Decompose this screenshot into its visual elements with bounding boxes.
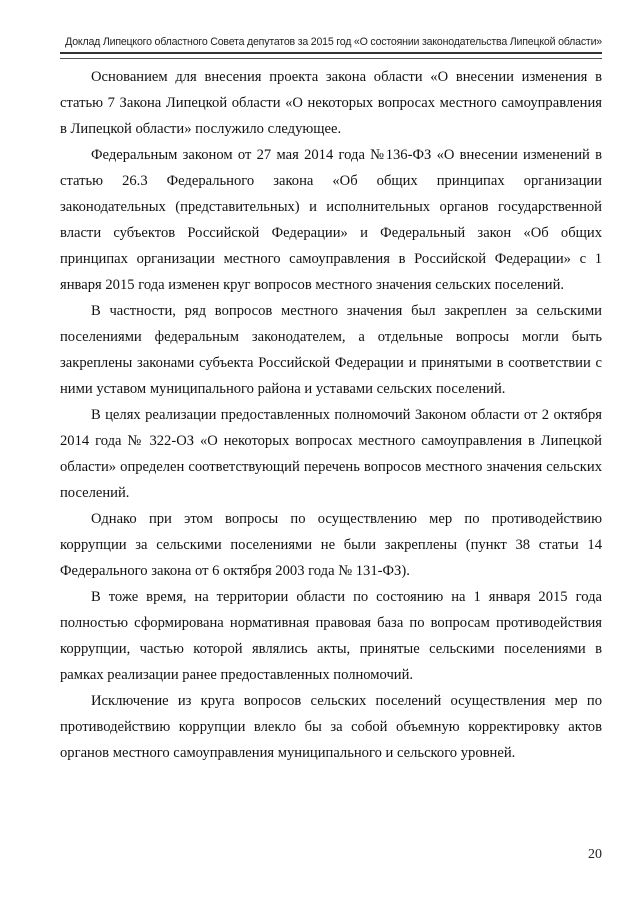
paragraph: Однако при этом вопросы по осуществлению мер по противодействию коррупции за сельскими поселениями не были закреплены (пункт 38 статьи 14 Федерального закона от 6 октября 2003 года № 131-ФЗ).: [60, 511, 602, 579]
paragraph: Исключение из круга вопросов сельских поселений осуществления мер по противодействию коррупции влекло бы за собой объемную корректировку актов органов местного самоуправления муниципального и сельского уровней.: [60, 693, 602, 761]
paragraph: В частности, ряд вопросов местного значения был закреплен за сельскими поселениями федеральным законодателем, а отдельные вопросы могли быть закреплены законами субъекта Российской Федерации и принятыми в соответствии с ними уставом муниципального района и уставами сельских поселений.: [60, 303, 602, 397]
header-rule: [60, 52, 602, 59]
paragraph: В тоже время, на территории области по состоянию на 1 января 2015 года полностью сформирована нормативная правовая база по вопросам противодействия коррупции, частью которой являлись акты, принятые сельскими поселениями в рамках реализации ранее предоставленных полномочий.: [60, 589, 602, 683]
running-header: Доклад Липецкого областного Совета депутатов за 2015 год «О состоянии законодательства Липецкой области»: [65, 36, 602, 48]
paragraph: Федеральным законом от 27 мая 2014 года №136-ФЗ «О внесении изменений в статью 26.3 Федерального закона «Об общих принципах организации законодательных (представительных) и исполнительных органов государственной власти субъектов Российской Федерации» и Федеральный закон «Об общих принципах организации местного самоуправления в Российской Федерации» с 1 января 2015 года изменен круг вопросов местного значения сельских поселений.: [60, 147, 602, 293]
paragraph: В целях реализации предоставленных полномочий Законом области от 2 октября 2014 года № 322-ОЗ «О некоторых вопросах местного самоуправления в Липецкой области» определен соответствующий перечень вопросов местного значения сельских поселений.: [60, 407, 602, 501]
page-number: 20: [588, 847, 602, 862]
body-text: [60, 64, 602, 766]
paragraph: Основанием для внесения проекта закона области «О внесении изменения в статью 7 Закона Липецкой области «О некоторых вопросах местного самоуправления в Липецкой области» послужило следующее.: [60, 69, 602, 137]
